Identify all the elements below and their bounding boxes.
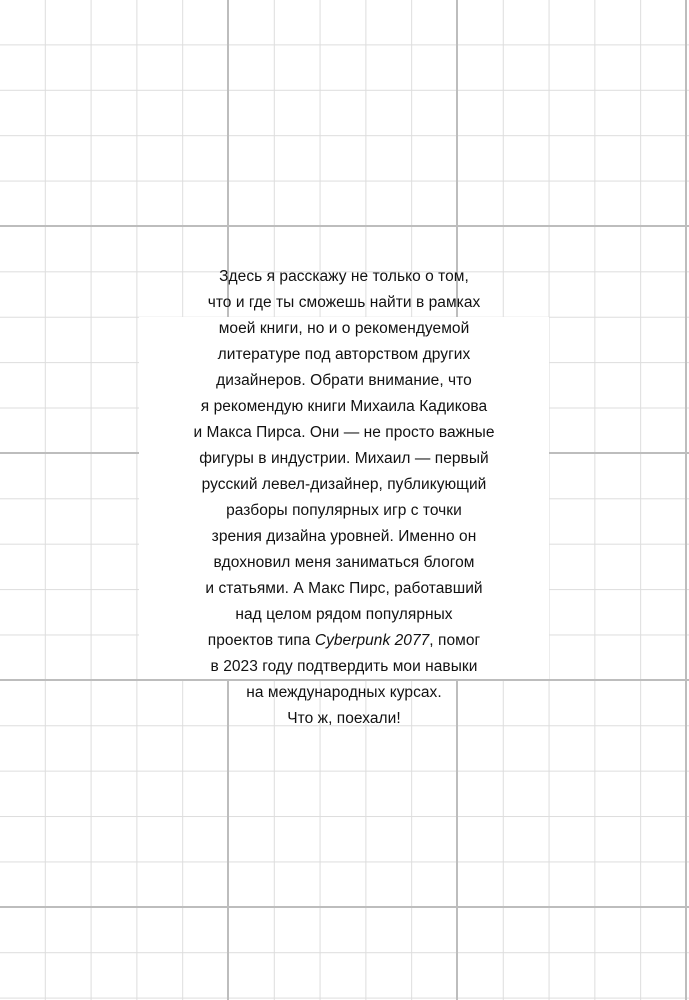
game-title: Cyberpunk 2077 [314,632,430,649]
text-line: вдохновил меня заниматься блогом [213,554,475,571]
text-line: литературе под авторством других [217,346,471,363]
closing-line: Что ж, поехали! [287,710,401,727]
text-line: и Макса Пирса. Они — не просто важные [193,424,495,441]
text-fragment: проектов типа [207,632,315,649]
text-line: фигуры в индустрии. Михаил — первый [199,450,489,467]
text-fragment: , помог [429,632,481,649]
intro-paragraph [144,264,544,732]
text-line: над целом рядом популярных [235,606,453,623]
text-line: дизайнеров. Обрати внимание, что [216,372,472,389]
text-line: что и где ты сможешь найти в рамках [207,294,481,311]
text-line: и статьями. А Макс Пирс, работавший [205,580,483,597]
text-line: я рекомендую книги Михаила Кадикова [200,398,488,415]
text-line: на международных курсах. [246,684,442,701]
intro-text-box [139,268,549,727]
text-line: зрения дизайна уровней. Именно он [211,528,477,545]
text-line: русский левел-дизайнер, публикующий [201,476,487,493]
text-line: в 2023 году подтвердить мои навыки [210,658,478,675]
text-line: Здесь я расскажу не только о том, [219,268,469,285]
text-line-with-title [144,628,544,654]
text-line: разборы популярных игр с точки [226,502,462,519]
text-line: моей книги, но и о рекомендуемой [218,320,470,337]
